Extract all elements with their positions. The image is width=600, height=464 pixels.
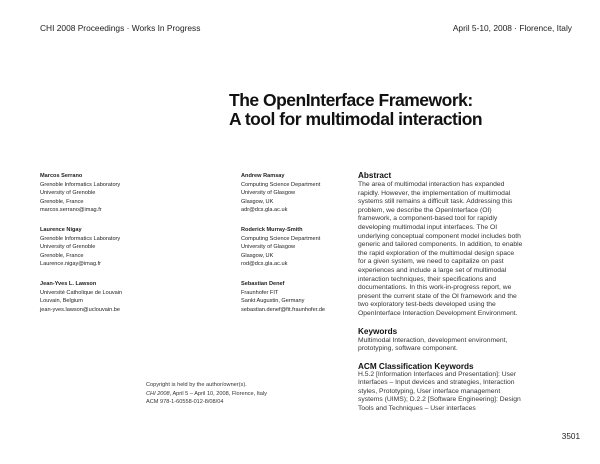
author-affiliation: Fraunhofer FIT bbox=[241, 289, 279, 296]
abstract-line: rapidly. However, the implementation of multimodal bbox=[358, 189, 511, 197]
abstract-line: interaction techniques, their specifications and bbox=[358, 275, 497, 283]
author-email: Laurence.nigay@imag.fr bbox=[40, 261, 102, 268]
author-location: Glasgow, UK bbox=[241, 252, 274, 259]
acm-isbn: ACM 978-1-60558-012-8/08/04 bbox=[146, 399, 224, 406]
author-affiliation: Grenoble Informatics Laboratory bbox=[40, 235, 121, 242]
acm-heading: ACM Classification Keywords bbox=[358, 361, 474, 371]
abstract-line: underlying conceptual component model includes both bbox=[358, 232, 521, 240]
author-sebastian-denef bbox=[241, 280, 325, 314]
author-affiliation: Computing Science Department bbox=[241, 235, 321, 242]
author-university: University of Grenoble bbox=[40, 244, 96, 251]
abstract-heading: Abstract bbox=[358, 171, 392, 180]
author-email: marcos.serrano@imag.fr bbox=[40, 207, 102, 214]
abstract-body bbox=[358, 181, 580, 319]
acm-line: styles, Prototyping, User interface management bbox=[358, 387, 501, 395]
author-university: University of Glasgow bbox=[241, 244, 296, 251]
running-header-right: April 5-10, 2008 · Florence, Italy bbox=[452, 23, 572, 33]
abstract-line: experiences and include a large set of multimodal bbox=[358, 266, 507, 274]
author-laurence-nigay bbox=[40, 226, 120, 269]
abstract-line: generic and tailored components. In addition, to enable bbox=[358, 241, 523, 249]
author-name: Marcos Serrano bbox=[40, 173, 83, 179]
abstract-line: present the current state of the OI framework and the bbox=[358, 292, 517, 300]
copyright-notice bbox=[146, 381, 267, 407]
abstract-line: the rapid exploration of the multimodal design space bbox=[358, 249, 515, 257]
author-location: Grenoble, France bbox=[40, 252, 84, 259]
acm-line: H.5.2 [Information Interfaces and Presentation]: User bbox=[358, 370, 516, 378]
right-column bbox=[358, 171, 580, 414]
author-andrew-ramsay bbox=[241, 172, 320, 215]
paper-title bbox=[229, 91, 482, 129]
running-header-left: CHI 2008 Proceedings · Works In Progress bbox=[40, 23, 201, 33]
author-email: rod@dcs.gla.ac.uk bbox=[241, 261, 288, 268]
page-number: 3501 bbox=[561, 432, 580, 441]
author-jean-yves-lawson bbox=[40, 280, 122, 314]
acm-line: Tools and Techniques – User interfaces bbox=[358, 405, 476, 413]
abstract-line: The area of multimodal interaction has expanded bbox=[358, 181, 505, 188]
abstract-line: problem, we describe the OpenInterface (OI) bbox=[358, 206, 492, 214]
keywords-line: prototyping, software component. bbox=[358, 345, 458, 353]
author-affiliation: Grenoble Informatics Laboratory bbox=[40, 181, 121, 188]
author-name: Jean-Yves L. Lawson bbox=[40, 281, 97, 287]
keywords-line: Multimodal Interaction, development environment, bbox=[358, 336, 508, 344]
conference-line bbox=[146, 390, 267, 399]
author-marcos-serrano bbox=[40, 172, 120, 215]
author-email: adr@dcs.gla.ac.uk bbox=[241, 207, 288, 214]
abstract-line: for a given system, we need to capitalize on past bbox=[358, 258, 504, 266]
acm-body bbox=[358, 371, 580, 414]
abstract-line: framework, a component-based tool for rapidly bbox=[358, 215, 498, 223]
author-university: University of Glasgow bbox=[241, 190, 296, 197]
author-email: jean-yves.lawson@uclouvain.be bbox=[40, 306, 120, 313]
conference-venue: CHI 2008 bbox=[146, 390, 170, 397]
author-email: sebastian.denef@fit.fraunhofer.de bbox=[241, 306, 326, 313]
author-affiliation: Université Catholique de Louvain bbox=[40, 289, 123, 296]
title-line-1: The OpenInterface Framework: bbox=[229, 90, 473, 110]
author-location: Louvain, Belgium bbox=[40, 298, 83, 305]
abstract-line: OpenInterface Interaction Development Environment. bbox=[358, 309, 518, 317]
acm-line: Interfaces – Input devices and strategies, Interaction bbox=[358, 379, 515, 387]
abstract-line: two exploratory test-beds developed using the bbox=[358, 301, 496, 309]
copyright-line: Copyright is held by the author/owner(s). bbox=[146, 382, 247, 388]
author-name: Laurence Nigay bbox=[40, 227, 82, 233]
abstract-line: developing multimodal input interfaces. The OI bbox=[358, 223, 498, 231]
title-line-2: A tool for multimodal interaction bbox=[229, 109, 483, 129]
keywords-body bbox=[358, 337, 580, 354]
abstract-line: systems still remains a difficult task. Addressing this bbox=[358, 198, 513, 206]
author-name: Sebastian Denef bbox=[241, 281, 285, 287]
author-university: University of Grenoble bbox=[40, 190, 96, 197]
conference-date: , April 5 – April 10, 2008, Florence, Italy bbox=[169, 390, 267, 397]
author-roderick-murray-smith bbox=[241, 226, 320, 269]
author-location: Grenoble, France bbox=[40, 198, 84, 205]
author-name: Roderick Murray-Smith bbox=[241, 227, 303, 233]
abstract-line: documentations. In this work-in-progress report, we bbox=[358, 284, 512, 292]
author-affiliation: Computing Science Department bbox=[241, 181, 321, 188]
author-name: Andrew Ramsay bbox=[241, 173, 285, 179]
acm-line: systems (UIMS); D.2.2 [Software Engineering]: Design bbox=[358, 396, 521, 404]
author-location: Glasgow, UK bbox=[241, 198, 274, 205]
keywords-heading: Keywords bbox=[358, 326, 398, 336]
author-location: Sankt Augustin, Germany bbox=[241, 298, 305, 305]
